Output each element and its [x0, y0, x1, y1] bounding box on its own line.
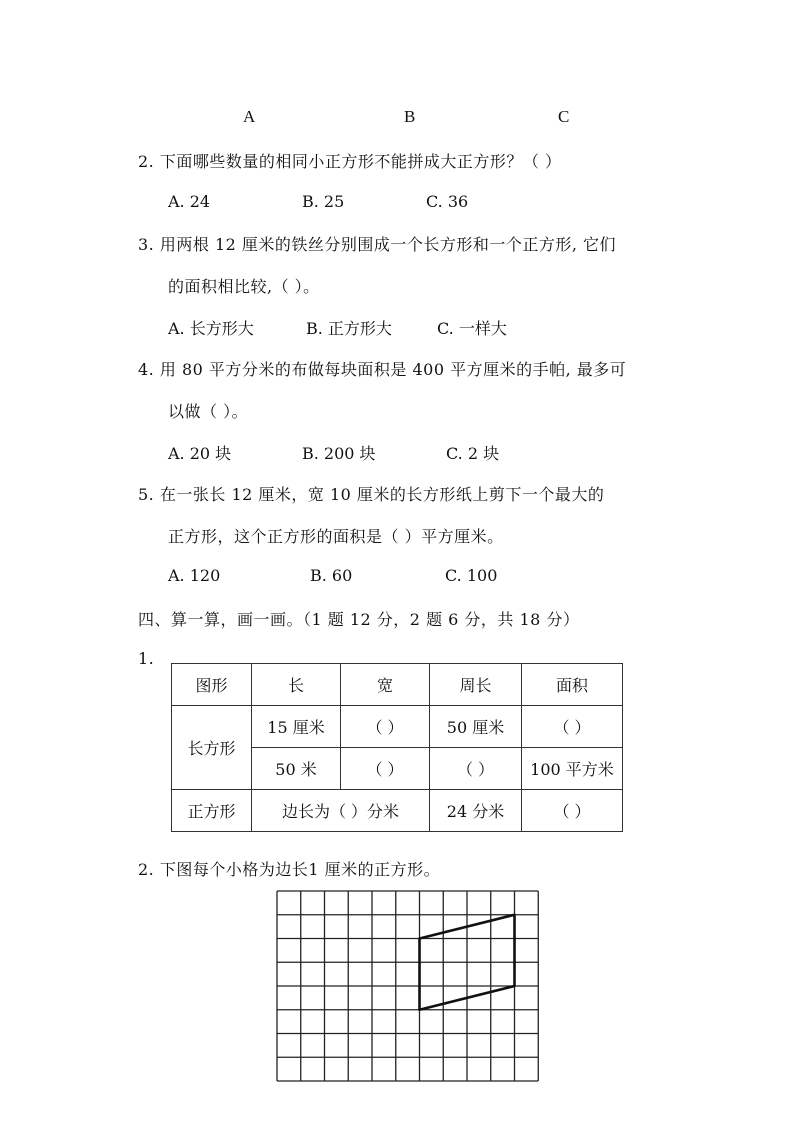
- header-shape: 图形: [172, 664, 252, 706]
- q5-option-b[interactable]: B. 60: [310, 566, 353, 585]
- section-4-heading: 四、算一算，画一画。（1 题 12 分，2 题 6 分，共 18 分）: [138, 610, 580, 629]
- question-4-line1: 4. 用 80 平方分米的布做每块面积是 400 平方厘米的手帕, 最多可: [138, 360, 627, 379]
- cell-rect2-perimeter-blank[interactable]: （ ）: [430, 748, 522, 790]
- table-header-row: [172, 664, 623, 706]
- q3-option-b[interactable]: B. 正方形大: [306, 319, 392, 338]
- item-1-label: 1.: [138, 649, 155, 668]
- rectangle-label: 长方形: [172, 706, 252, 790]
- table-row: [172, 706, 623, 748]
- square-label: 正方形: [172, 790, 252, 832]
- cell-rect1-area-blank[interactable]: （ ）: [522, 706, 623, 748]
- q4-option-b[interactable]: B. 200 块: [302, 444, 376, 463]
- question-3-line1: 3. 用两根 12 厘米的铁丝分别围成一个长方形和一个正方形, 它们: [138, 235, 617, 254]
- q2-option-a[interactable]: A. 24: [168, 192, 211, 211]
- question-3-line2: 的面积相比较,（ ）。: [168, 277, 320, 296]
- cell-rect2-width-blank[interactable]: （ ）: [341, 748, 430, 790]
- header-area: 面积: [522, 664, 623, 706]
- question-2-stem: 2. 下面哪些数量的相同小正方形不能拼成大正方形？（ ）: [138, 152, 562, 171]
- q3-option-a[interactable]: A. 长方形大: [168, 319, 254, 338]
- header-width: 宽: [341, 664, 430, 706]
- cell-rect1-perimeter: 50 厘米: [430, 706, 522, 748]
- q2-option-c[interactable]: C. 36: [426, 192, 469, 211]
- figure-label-a: A: [243, 107, 256, 126]
- item-2-instruction: 2. 下图每个小格为边长1 厘米的正方形。: [138, 860, 441, 879]
- q2-option-b[interactable]: B. 25: [302, 192, 345, 211]
- header-length: 长: [252, 664, 341, 706]
- question-5-line2: 正方形，这个正方形的面积是（ ）平方厘米。: [168, 527, 504, 546]
- q4-option-c[interactable]: C. 2 块: [446, 444, 500, 463]
- cell-square-area-blank[interactable]: （ ）: [522, 790, 623, 832]
- cell-square-side-blank[interactable]: 边长为（ ）分米: [252, 790, 430, 832]
- question-5-line1: 5. 在一张长 12 厘米，宽 10 厘米的长方形纸上剪下一个最大的: [138, 485, 605, 504]
- cell-rect2-area: 100 平方米: [522, 748, 623, 790]
- cell-rect1-length: 15 厘米: [252, 706, 341, 748]
- square-grid: [276, 890, 542, 1086]
- q4-option-a[interactable]: A. 20 块: [168, 444, 232, 463]
- q3-option-c[interactable]: C. 一样大: [437, 319, 507, 338]
- q5-option-a[interactable]: A. 120: [168, 566, 221, 585]
- question-4-line2: 以做（ ）。: [168, 402, 249, 421]
- figure-label-c: C: [558, 107, 570, 126]
- figure-label-b: B: [404, 107, 416, 126]
- measurement-table: [171, 663, 623, 832]
- cell-rect1-width-blank[interactable]: （ ）: [341, 706, 430, 748]
- cell-rect2-length: 50 米: [252, 748, 341, 790]
- q5-option-c[interactable]: C. 100: [445, 566, 498, 585]
- table-row: [172, 790, 623, 832]
- cell-square-perimeter: 24 分米: [430, 790, 522, 832]
- header-perimeter: 周长: [430, 664, 522, 706]
